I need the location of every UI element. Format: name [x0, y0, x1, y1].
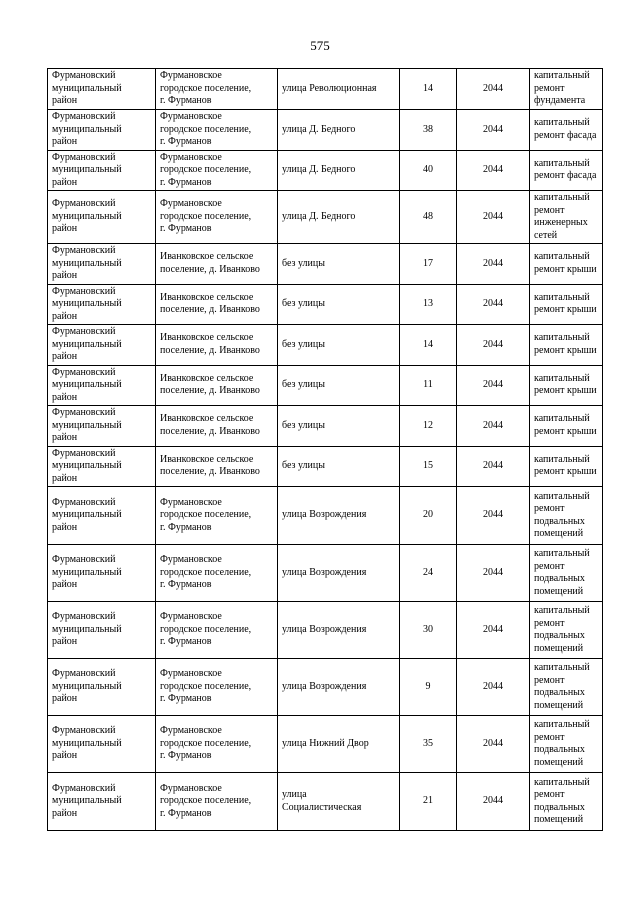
- house-number-cell-text: 11: [423, 379, 433, 390]
- work-type-cell: [530, 716, 603, 773]
- street-cell: [278, 110, 400, 151]
- street-cell-text: улица Нижний Двор: [282, 737, 369, 749]
- work-type-cell-text: капитальный ремонт фасада: [534, 157, 597, 182]
- house-number-cell-text: 12: [423, 419, 433, 431]
- work-type-cell-text: капитальный ремонт крыши: [534, 372, 597, 397]
- house-number-cell-text: 30: [423, 623, 433, 635]
- district-cell: [48, 69, 156, 110]
- house-number-cell: [400, 659, 457, 716]
- year-cell-text: 2044: [483, 509, 503, 521]
- table-row: [48, 487, 603, 545]
- settlement-cell-text: Иванковское сельское поселение, д. Иванково: [160, 291, 260, 316]
- street-cell: [278, 365, 400, 406]
- year-cell: [457, 110, 530, 151]
- work-type-cell: [530, 191, 603, 244]
- repair-schedule-table: [47, 68, 603, 831]
- table-row: [48, 244, 603, 285]
- district-cell: [48, 365, 156, 406]
- street-cell-text: улица Д. Бедного: [282, 164, 356, 175]
- settlement-cell: [156, 110, 278, 151]
- house-number-cell-text: 35: [423, 737, 433, 749]
- work-type-cell: [530, 773, 603, 831]
- page-number: 575: [310, 38, 330, 53]
- street-cell-text: улица Возрождения: [282, 623, 367, 635]
- settlement-cell-text: Иванковское сельское поселение, д. Иванково: [160, 251, 260, 275]
- district-cell-text: Фурмановский муниципальный район: [52, 668, 122, 705]
- district-cell: [48, 602, 156, 659]
- settlement-cell-text: Иванковское сельское поселение, д. Иванково: [160, 453, 260, 478]
- district-cell: [48, 716, 156, 773]
- year-cell: [457, 244, 530, 285]
- street-cell: [278, 446, 400, 487]
- year-cell-text: 2044: [483, 164, 503, 175]
- house-number-cell: [400, 773, 457, 831]
- house-number-cell-text: 40: [423, 164, 433, 175]
- year-cell-text: 2044: [483, 795, 503, 807]
- work-type-cell-text: капитальный ремонт крыши: [534, 332, 597, 356]
- work-type-cell: [530, 365, 603, 406]
- settlement-cell-text: Фурмановское городское поселение, г. Фурманов: [160, 151, 252, 188]
- street-cell: [278, 244, 400, 285]
- work-type-cell-text: капитальный ремонт крыши: [534, 291, 597, 316]
- street-cell-text: без улицы: [282, 460, 325, 471]
- work-type-cell-text: капитальный ремонт подвальных помещений: [534, 719, 590, 768]
- street-cell: [278, 406, 400, 447]
- work-type-cell: [530, 406, 603, 447]
- house-number-cell-text: 21: [423, 795, 433, 807]
- settlement-cell-text: Фурмановское городское поселение, г. Фурманов: [160, 611, 252, 648]
- work-type-cell-text: капитальный ремонт фасада: [534, 117, 597, 141]
- district-cell-text: Фурмановский муниципальный район: [52, 285, 122, 322]
- year-cell-text: 2044: [483, 460, 503, 471]
- year-cell: [457, 325, 530, 366]
- house-number-cell: [400, 406, 457, 447]
- year-cell-text: 2044: [483, 737, 503, 749]
- settlement-cell: [156, 773, 278, 831]
- house-number-cell-text: 48: [423, 210, 433, 222]
- street-cell-text: улица Возрождения: [282, 680, 367, 692]
- work-type-cell-text: капитальный ремонт подвальных помещений: [534, 605, 590, 654]
- house-number-cell: [400, 244, 457, 285]
- year-cell: [457, 69, 530, 110]
- table-row: [48, 602, 603, 659]
- work-type-cell-text: капитальный ремонт фундамента: [534, 70, 590, 107]
- street-cell: [278, 150, 400, 191]
- table-row: [48, 545, 603, 602]
- street-cell: [278, 545, 400, 602]
- year-cell-text: 2044: [483, 680, 503, 692]
- district-cell: [48, 406, 156, 447]
- district-cell-text: Фурмановский муниципальный район: [52, 782, 122, 819]
- year-cell: [457, 365, 530, 406]
- work-type-cell: [530, 110, 603, 151]
- settlement-cell-text: Фурмановское городское поселение, г. Фурманов: [160, 70, 252, 107]
- house-number-cell-text: 15: [423, 460, 433, 471]
- house-number-cell: [400, 716, 457, 773]
- table-row: [48, 69, 603, 110]
- district-cell: [48, 325, 156, 366]
- house-number-cell-text: 9: [425, 680, 431, 692]
- district-cell-text: Фурмановский муниципальный район: [52, 111, 122, 147]
- district-cell: [48, 545, 156, 602]
- table-row: [48, 325, 603, 366]
- year-cell: [457, 446, 530, 487]
- year-cell-text: 2044: [483, 566, 503, 578]
- street-cell: [278, 487, 400, 545]
- district-cell: [48, 284, 156, 325]
- settlement-cell: [156, 325, 278, 366]
- year-cell-text: 2044: [483, 623, 503, 635]
- district-cell-text: Фурмановский муниципальный район: [52, 554, 122, 591]
- work-type-cell-text: капитальный ремонт подвальных помещений: [534, 490, 590, 539]
- work-type-cell-text: капитальный ремонт инженерных сетей: [534, 192, 590, 241]
- house-number-cell: [400, 69, 457, 110]
- table-row: [48, 659, 603, 716]
- work-type-cell: [530, 659, 603, 716]
- settlement-cell-text: Иванковское сельское поселение, д. Иванково: [160, 332, 260, 356]
- year-cell-text: 2044: [483, 379, 503, 390]
- district-cell-text: Фурмановский муниципальный район: [52, 366, 122, 403]
- district-cell-text: Фурмановский муниципальный район: [52, 70, 122, 107]
- district-cell-text: Фурмановский муниципальный район: [52, 725, 122, 762]
- street-cell: [278, 69, 400, 110]
- work-type-cell: [530, 284, 603, 325]
- settlement-cell: [156, 69, 278, 110]
- district-cell-text: Фурмановский муниципальный район: [52, 496, 122, 533]
- work-type-cell-text: капитальный ремонт подвальных помещений: [534, 548, 590, 597]
- street-cell-text: улица Д. Бедного: [282, 210, 356, 222]
- work-type-cell: [530, 150, 603, 191]
- year-cell: [457, 406, 530, 447]
- house-number-cell-text: 20: [423, 509, 433, 521]
- year-cell-text: 2044: [483, 298, 503, 309]
- work-type-cell-text: капитальный ремонт подвальных помещений: [534, 662, 590, 711]
- district-cell-text: Фурмановский муниципальный район: [52, 151, 122, 188]
- work-type-cell: [530, 545, 603, 602]
- street-cell-text: улица Возрождения: [282, 566, 367, 578]
- work-type-cell-text: капитальный ремонт крыши: [534, 251, 597, 275]
- house-number-cell-text: 14: [423, 82, 433, 94]
- house-number-cell-text: 13: [423, 298, 433, 309]
- street-cell: [278, 191, 400, 244]
- house-number-cell-text: 14: [423, 338, 433, 350]
- settlement-cell: [156, 659, 278, 716]
- table-row: [48, 191, 603, 244]
- settlement-cell-text: Фурмановское городское поселение, г. Фурманов: [160, 725, 252, 762]
- street-cell-text: без улицы: [282, 257, 325, 269]
- settlement-cell: [156, 545, 278, 602]
- settlement-cell: [156, 244, 278, 285]
- house-number-cell: [400, 487, 457, 545]
- district-cell-text: Фурмановский муниципальный район: [52, 447, 122, 484]
- table-row: [48, 284, 603, 325]
- street-cell-text: без улицы: [282, 379, 325, 390]
- settlement-cell-text: Фурмановское городское поселение, г. Фурманов: [160, 554, 252, 591]
- year-cell: [457, 545, 530, 602]
- year-cell: [457, 150, 530, 191]
- year-cell-text: 2044: [483, 419, 503, 431]
- year-cell: [457, 191, 530, 244]
- house-number-cell: [400, 110, 457, 151]
- district-cell: [48, 191, 156, 244]
- settlement-cell: [156, 602, 278, 659]
- street-cell: [278, 773, 400, 831]
- table-row: [48, 716, 603, 773]
- settlement-cell-text: Фурмановское городское поселение, г. Фурманов: [160, 782, 252, 819]
- work-type-cell-text: капитальный ремонт крыши: [534, 413, 597, 437]
- year-cell-text: 2044: [483, 82, 503, 94]
- house-number-cell-text: 24: [423, 566, 433, 578]
- district-cell-text: Фурмановский муниципальный район: [52, 326, 122, 362]
- work-type-cell: [530, 325, 603, 366]
- district-cell: [48, 110, 156, 151]
- street-cell: [278, 284, 400, 325]
- settlement-cell: [156, 406, 278, 447]
- year-cell: [457, 602, 530, 659]
- settlement-cell: [156, 150, 278, 191]
- work-type-cell-text: капитальный ремонт подвальных помещений: [534, 776, 590, 825]
- house-number-cell-text: 38: [423, 123, 433, 135]
- district-cell-text: Фурмановский муниципальный район: [52, 611, 122, 648]
- work-type-cell: [530, 244, 603, 285]
- settlement-cell: [156, 446, 278, 487]
- street-cell-text: улица Социалистическая: [282, 789, 362, 813]
- district-cell: [48, 244, 156, 285]
- settlement-cell: [156, 191, 278, 244]
- settlement-cell-text: Фурмановское городское поселение, г. Фурманов: [160, 496, 252, 533]
- street-cell: [278, 659, 400, 716]
- settlement-cell-text: Иванковское сельское поселение, д. Иванково: [160, 372, 260, 397]
- year-cell: [457, 284, 530, 325]
- table-row: [48, 365, 603, 406]
- house-number-cell: [400, 545, 457, 602]
- street-cell-text: без улицы: [282, 298, 325, 309]
- house-number-cell: [400, 150, 457, 191]
- work-type-cell: [530, 602, 603, 659]
- table-row: [48, 110, 603, 151]
- table-row: [48, 773, 603, 831]
- district-cell: [48, 773, 156, 831]
- settlement-cell: [156, 365, 278, 406]
- work-type-cell: [530, 69, 603, 110]
- settlement-cell-text: Иванковское сельское поселение, д. Иванково: [160, 413, 260, 437]
- district-cell: [48, 446, 156, 487]
- street-cell-text: улица Д. Бедного: [282, 123, 356, 135]
- table-row: [48, 406, 603, 447]
- year-cell-text: 2044: [483, 338, 503, 350]
- street-cell-text: без улицы: [282, 419, 325, 431]
- year-cell-text: 2044: [483, 257, 503, 269]
- district-cell-text: Фурмановский муниципальный район: [52, 198, 122, 235]
- street-cell-text: улица Возрождения: [282, 509, 367, 521]
- district-cell: [48, 659, 156, 716]
- table-row: [48, 150, 603, 191]
- street-cell-text: улица Революционная: [282, 82, 377, 94]
- house-number-cell-text: 17: [423, 257, 433, 269]
- work-type-cell: [530, 487, 603, 545]
- year-cell: [457, 773, 530, 831]
- house-number-cell: [400, 191, 457, 244]
- house-number-cell: [400, 284, 457, 325]
- street-cell: [278, 716, 400, 773]
- district-cell-text: Фурмановский муниципальный район: [52, 245, 122, 281]
- district-cell: [48, 487, 156, 545]
- house-number-cell: [400, 325, 457, 366]
- district-cell-text: Фурмановский муниципальный район: [52, 407, 122, 443]
- settlement-cell-text: Фурмановское городское поселение, г. Фурманов: [160, 111, 252, 147]
- street-cell: [278, 602, 400, 659]
- work-type-cell: [530, 446, 603, 487]
- work-type-cell-text: капитальный ремонт крыши: [534, 453, 597, 478]
- street-cell-text: без улицы: [282, 338, 325, 350]
- settlement-cell: [156, 716, 278, 773]
- settlement-cell: [156, 284, 278, 325]
- house-number-cell: [400, 446, 457, 487]
- settlement-cell-text: Фурмановское городское поселение, г. Фурманов: [160, 668, 252, 705]
- house-number-cell: [400, 602, 457, 659]
- year-cell: [457, 659, 530, 716]
- year-cell: [457, 716, 530, 773]
- settlement-cell: [156, 487, 278, 545]
- table-row: [48, 446, 603, 487]
- district-cell: [48, 150, 156, 191]
- street-cell: [278, 325, 400, 366]
- year-cell-text: 2044: [483, 210, 503, 222]
- house-number-cell: [400, 365, 457, 406]
- settlement-cell-text: Фурмановское городское поселение, г. Фурманов: [160, 198, 252, 235]
- year-cell: [457, 487, 530, 545]
- year-cell-text: 2044: [483, 123, 503, 135]
